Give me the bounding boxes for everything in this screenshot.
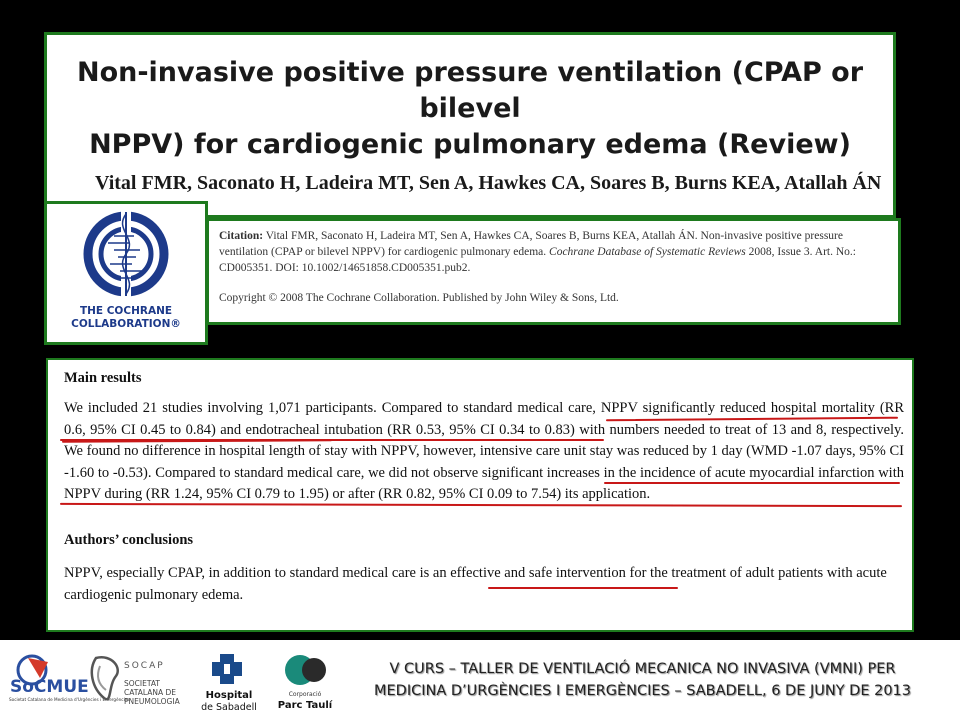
socap-logo-line1: SOCIETAT xyxy=(124,679,160,688)
underline-effective-safe xyxy=(488,587,678,589)
cochrane-logo-text xyxy=(47,305,205,331)
parc-tauli-logo-icon xyxy=(272,650,338,714)
socmue-logo-subtext: Societat Catalana de Medicina d'Urgències i Emergències xyxy=(9,697,130,702)
review-authors: Vital FMR, Saconato H, Ladeira MT, Sen A, Hawkes CA, Soares B, Burns KEA, Atallah ÁN xyxy=(95,172,882,194)
copyright-text: Copyright © 2008 The Cochrane Collaboration. Published by John Wiley & Sons, Ltd. xyxy=(219,292,619,304)
cochrane-logo-line2: COLLABORATION® xyxy=(71,318,181,330)
title-box xyxy=(44,32,896,218)
citation-journal: Cochrane Database of Systematic Reviews xyxy=(549,246,746,258)
citation-rest: 2008, Issue 3. Art. No.: CD005351. DOI: 10.1002/14651858.CD005351.pub2. xyxy=(219,246,856,274)
cochrane-logo-line1: THE COCHRANE xyxy=(79,305,173,317)
cochrane-logo-box xyxy=(44,201,208,345)
socap-logo-line2: CATALANA DE xyxy=(124,688,177,697)
footer-line1: V CURS – TALLER DE VENTILACIÓ MECANICA NO INVASIVA (VMNI) PER xyxy=(389,661,896,677)
cochrane-logo-icon xyxy=(84,210,168,298)
socap-logo-text: SOCAP xyxy=(124,661,165,671)
review-title-line1: Non-invasive positive pressure ventilation (CPAP or bilevel xyxy=(76,57,864,124)
review-title-line2: NPPV) for cardiogenic pulmonary edema (Review) xyxy=(89,129,851,160)
citation-main: Vital FMR, Saconato H, Ladeira MT, Sen A, Hawkes CA, Soares B, Burns KEA, Atallah ÁN. Non-invasive positive pressure ventilation (CPAP or bilevel NPPV) for cardiogenic pulmonary edema. xyxy=(219,230,843,258)
footer-course-title xyxy=(335,658,950,702)
footer-line2: MEDICINA D’URGÈNCIES I EMERGÈNCIES – SABADELL, 6 DE JUNY DE 2013 xyxy=(373,683,912,699)
socap-logo-icon xyxy=(86,650,194,714)
socap-logo-line3: PNEUMOLOGIA xyxy=(124,697,180,706)
footer-bar xyxy=(0,640,960,720)
parc-tauli-logo-line1: Corporació xyxy=(288,691,322,698)
socmue-logo-text: SoCMUE xyxy=(10,677,89,697)
main-results-heading: Main results xyxy=(64,370,142,386)
hospital-logo-line1: Hospital xyxy=(205,690,253,701)
parc-tauli-logo-line2: Parc Taulí xyxy=(277,700,333,711)
review-title xyxy=(47,55,893,163)
underline-no-increase xyxy=(604,482,900,484)
conclusions-text: NPPV, especially CPAP, in addition to standard medical care is an effective and safe intervention for the treatment of adult patients with acute cardiogenic pulmonary edema. xyxy=(64,565,887,603)
hospital-logo-line2: de Sabadell xyxy=(201,702,257,713)
citation-label: Citation: xyxy=(219,230,264,242)
main-results-text: We included 21 studies involving 1,071 participants. Compared to standard medical care, NPPV significantly reduced hospital mortality (RR 0.6, 95% CI 0.45 to 0.84) and endotracheal intubation (RR 0.53, 95% CI 0.34 to 0.83) with numbers needed to treat of 13 and 8, respectively. We found no difference in hospital length of stay with NPPV, however, intensive care unit stay was reduced by 1 day (WMD -1.07 days, 95% CI -1.60 to -0.53). Compared to standard medical care, we did not observe significant increases in the incidence of acute myocardial infarction with NPPV during (RR 1.24, 95% CI 0.79 to 1.95) or after (RR 0.82, 95% CI 0.09 to 7.54) its application. xyxy=(64,400,904,502)
results-box xyxy=(46,358,914,632)
citation-box xyxy=(206,218,901,325)
citation-text xyxy=(219,228,879,276)
conclusions-heading: Authors’ conclusions xyxy=(64,532,194,548)
socmue-logo-icon xyxy=(8,650,130,712)
hospital-sabadell-logo-icon xyxy=(200,650,258,714)
